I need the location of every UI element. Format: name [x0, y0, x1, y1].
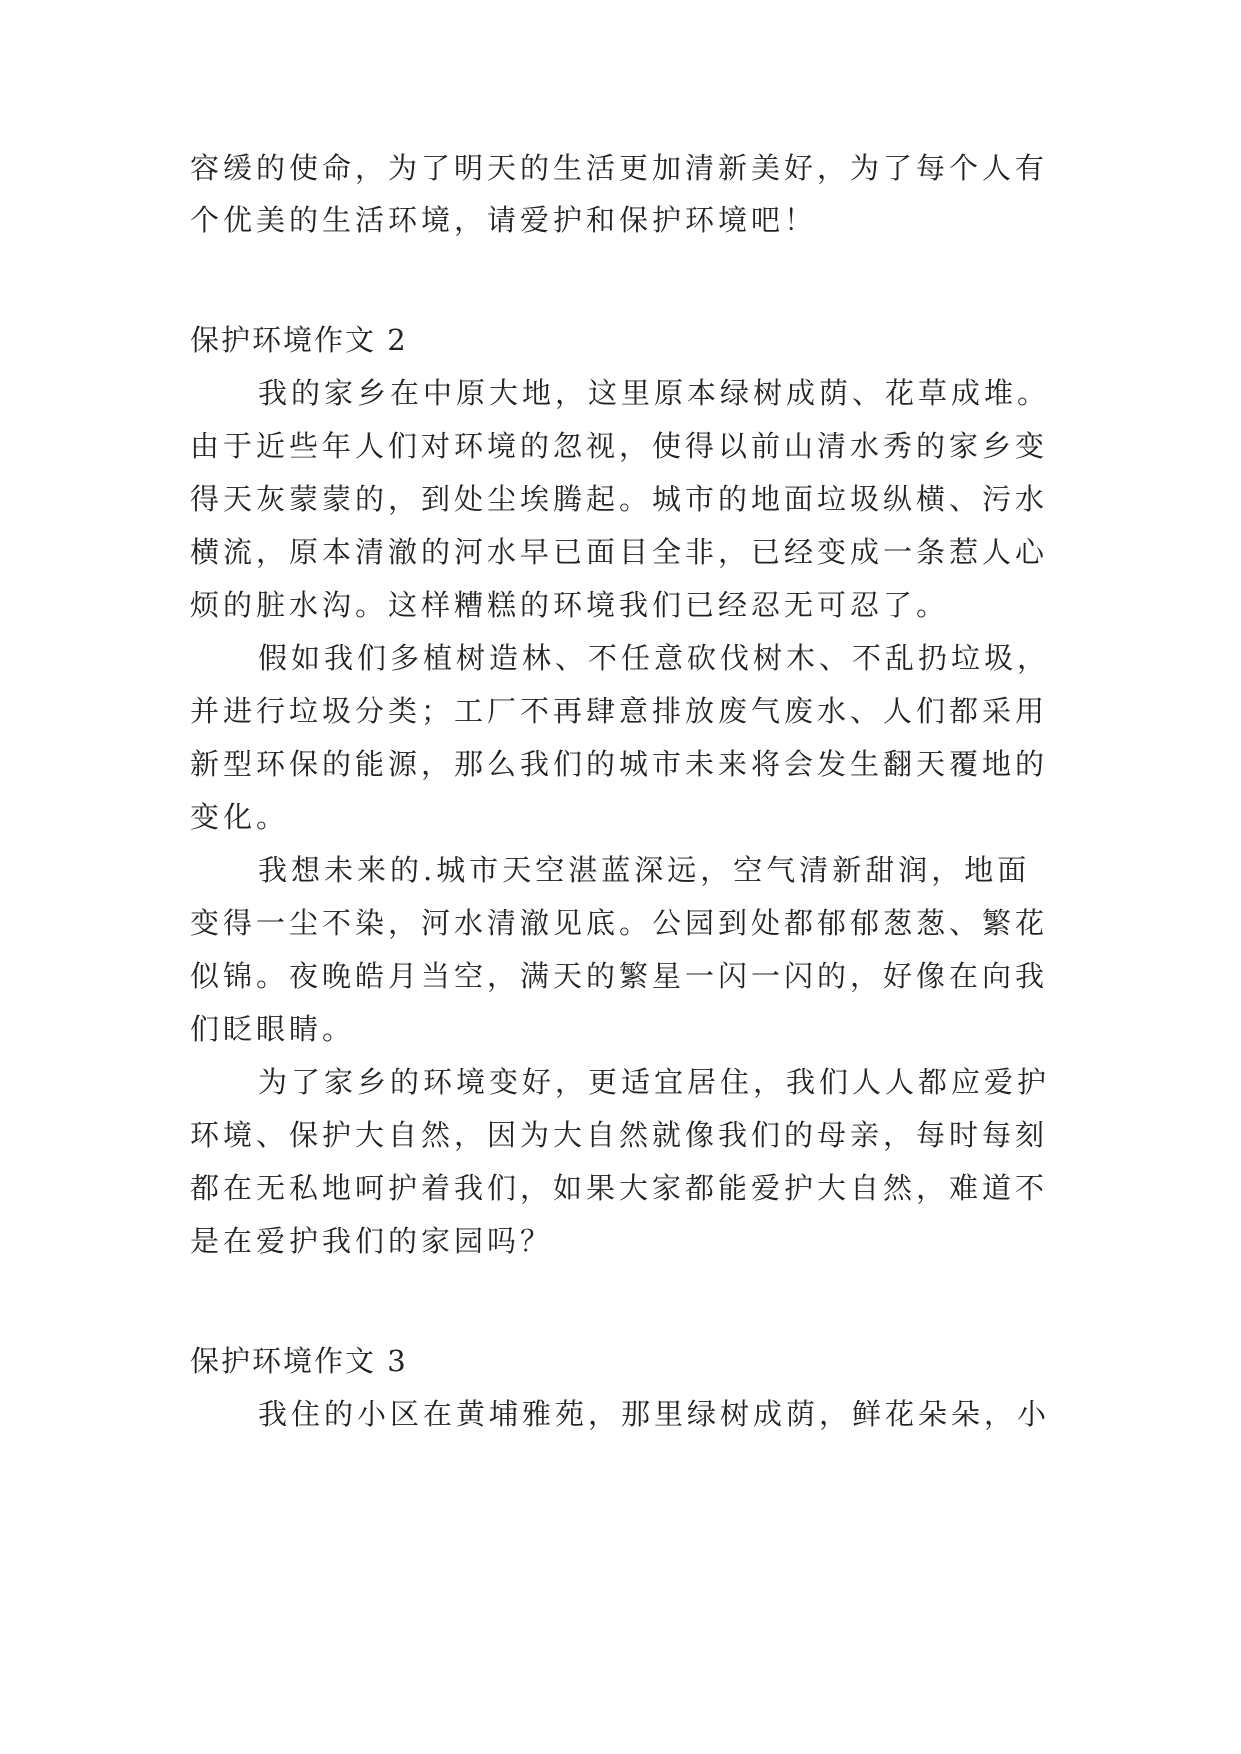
text-line: 是在爱护我们的家园吗？ — [190, 1224, 554, 1258]
text-line: 容缓的使命，为了明天的生活更加清新美好，为了每个人有 — [190, 151, 1049, 185]
text-line: 假如我们多植树造林、不任意砍伐树木、不乱扔垃圾， — [258, 641, 1051, 675]
text-line: 烦的脏水沟。这样糟糕的环境我们已经忍无可忍了。 — [190, 588, 950, 622]
text-line: 我想未来的.城市天空湛蓝深远，空气清新甜润，地面 — [258, 853, 1031, 887]
text-line: 似锦。夜晚皓月当空，满天的繁星一闪一闪的，好像在向我 — [190, 959, 1049, 993]
text-line: 们眨眼睛。 — [190, 1012, 356, 1046]
text-line: 我的家乡在中原大地，这里原本绿树成荫、花草成堆。 — [258, 376, 1051, 410]
text-line: 得天灰蒙蒙的，到处尘埃腾起。城市的地面垃圾纵横、污水 — [190, 482, 1049, 516]
text-line: 由于近些年人们对环境的忽视，使得以前山清水秀的家乡变 — [190, 429, 1049, 463]
text-line: 新型环保的能源，那么我们的城市未来将会发生翻天覆地的 — [190, 747, 1049, 781]
text-line: 变化。 — [190, 800, 290, 834]
text-line: 我住的小区在黄埔雅苑，那里绿树成荫，鲜花朵朵，小 — [258, 1397, 1051, 1431]
text-line: 变得一尘不染，河水清澈见底。公园到处都郁郁葱葱、繁花 — [190, 906, 1049, 940]
essay-title: 保护环境作文 3 — [190, 1344, 408, 1378]
text-line: 横流，原本清澈的河水早已面目全非，已经变成一条惹人心 — [190, 535, 1049, 569]
text-line: 环境、保护大自然，因为大自然就像我们的母亲，每时每刻 — [190, 1118, 1049, 1152]
text-line: 为了家乡的环境变好，更适宜居住，我们人人都应爱护 — [258, 1065, 1051, 1099]
text-line: 个优美的生活环境，请爱护和保护环境吧！ — [190, 203, 818, 237]
essay-title: 保护环境作文 2 — [190, 323, 408, 357]
text-line: 并进行垃圾分类；工厂不再肆意排放废气废水、人们都采用 — [190, 694, 1049, 728]
text-line: 都在无私地呵护着我们，如果大家都能爱护大自然，难道不 — [190, 1171, 1049, 1205]
